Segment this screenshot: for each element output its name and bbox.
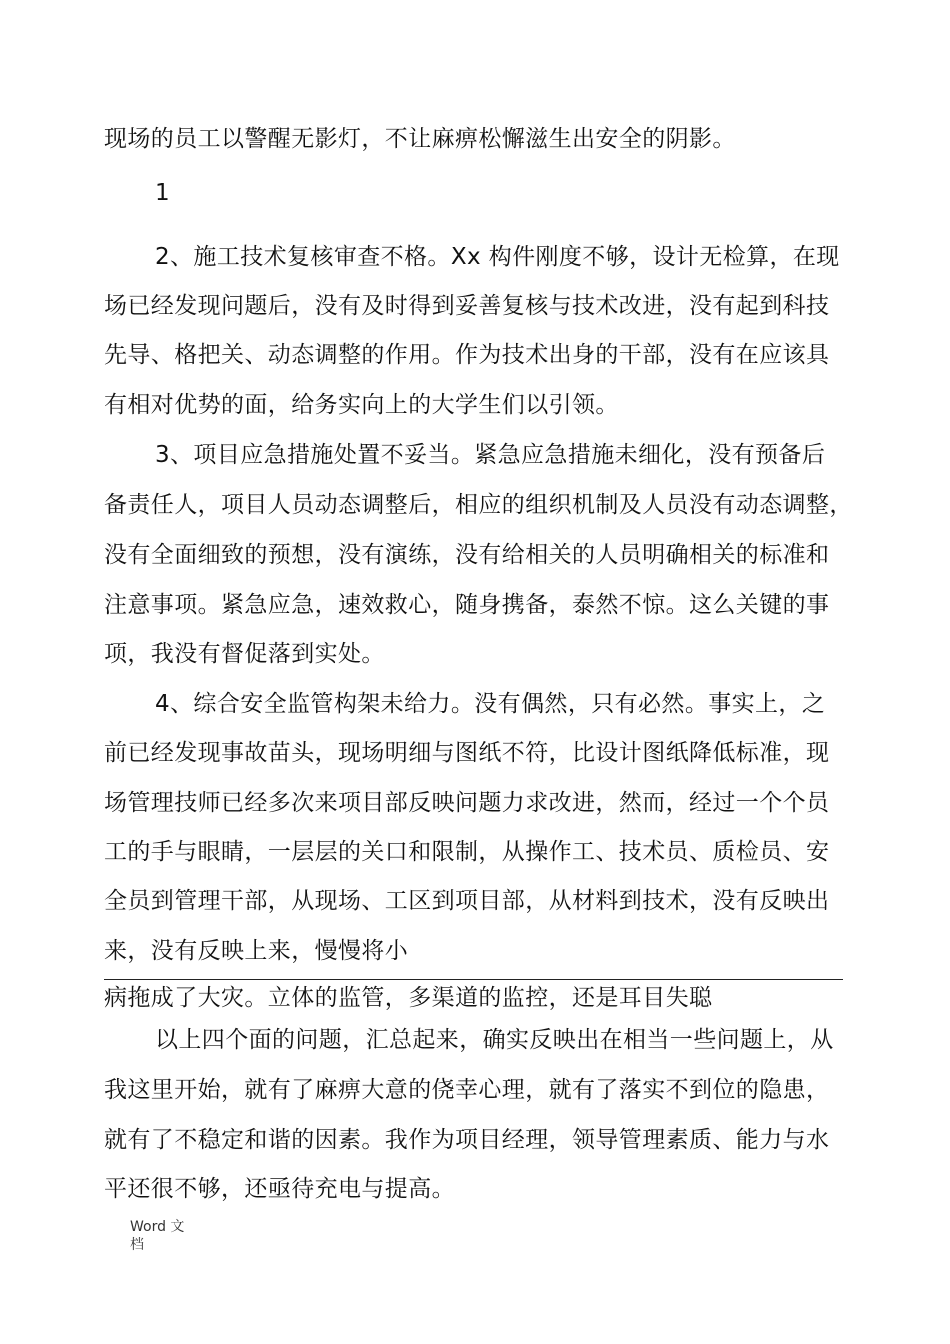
page-number: 1 [155,180,171,206]
paragraph-2-line: 有相对优势的面，给务实向上的大学生们以引领。 [104,392,619,418]
paragraph-3-line: 备责任人，项目人员动态调整后，相应的组织机制及人员没有动态调整， [104,492,853,518]
paragraph-4-line: 4、综合安全监管构架未给力。没有偶然，只有必然。事实上，之 [155,691,826,717]
paragraph-3-line: 3、项目应急措施处置不妥当。紧急应急措施未细化，没有预备后 [155,442,826,468]
paragraph-4-line: 来，没有反映上来，慢慢将小 [104,938,409,964]
footer-label: Word 文档 [130,1219,185,1253]
page-break-divider [104,979,843,980]
paragraph-4-line: 全员到管理干部，从现场、工区到项目部，从材料到技术，没有反映出 [104,888,830,914]
paragraph-3-line: 项，我没有督促落到实处。 [104,641,385,667]
summary-paragraph-line: 平还很不够，还亟待充电与提高。 [104,1176,455,1202]
paragraph-3-line: 没有全面细致的预想，没有演练，没有给相关的人员明确相关的标准和 [104,542,830,568]
paragraph-4-line: 场管理技师已经多次来项目部反映问题力求改进，然而，经过一个个员 [104,790,830,816]
body-line: 现场的员工以警醒无影灯，不让麻痹松懈滋生出安全的阴影。 [104,126,736,152]
summary-paragraph-line: 就有了不稳定和谐的因素。我作为项目经理，领导管理素质、能力与水 [104,1127,830,1153]
paragraph-3-line: 注意事项。紧急应急，速效救心，随身携备，泰然不惊。这么关键的事 [104,592,830,618]
paragraph-2-line: 2、施工技术复核审查不格。Xx 构件刚度不够，设计无检算，在现 [155,244,840,270]
paragraph-2-line: 场已经发现问题后，没有及时得到妥善复核与技术改进，没有起到科技 [104,293,830,319]
paragraph-4-line: 病拖成了大灾。立体的监管，多渠道的监控，还是耳目失聪 [104,985,713,1011]
summary-paragraph-line: 以上四个面的问题，汇总起来，确实反映出在相当一些问题上，从 [155,1027,834,1053]
paragraph-4-line: 前已经发现事故苗头，现场明细与图纸不符，比设计图纸降低标准，现 [104,740,830,766]
paragraph-4-line: 工的手与眼睛，一层层的关口和限制，从操作工、技术员、质检员、安 [104,839,830,865]
paragraph-2-line: 先导、格把关、动态调整的作用。作为技术出身的干部，没有在应该具 [104,342,830,368]
summary-paragraph-line: 我这里开始，就有了麻痹大意的侥幸心理，就有了落实不到位的隐患， [104,1077,830,1103]
